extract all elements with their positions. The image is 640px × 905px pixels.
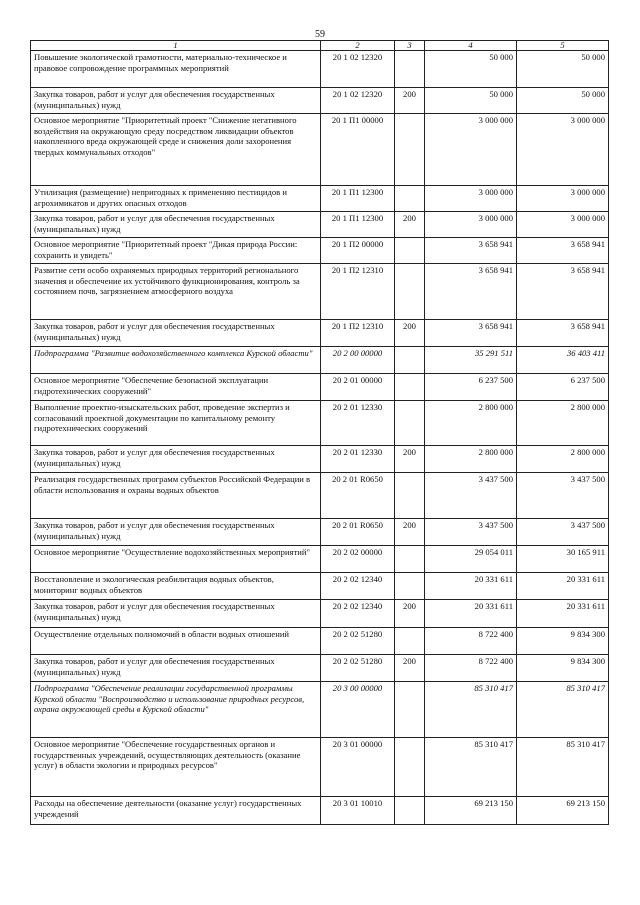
row-code: 20 3 01 00000 — [321, 738, 395, 797]
row-code: 20 2 02 00000 — [321, 546, 395, 573]
row-expense-type — [395, 797, 425, 825]
row-code: 20 2 01 12330 — [321, 446, 395, 473]
table-row — [31, 186, 609, 212]
row-amount-year2: 2 800 000 — [517, 446, 609, 473]
row-name: Закупка товаров, работ и услуг для обеспечения государственных (муниципальных) нужд — [31, 655, 321, 682]
column-number: 5 — [517, 41, 609, 51]
row-name: Развитие сети особо охраняемых природных территорий регионального значения и обеспечение их устойчивого функционирования, контроль за состоянием почв, загрязнением атмосферного воздуха — [31, 264, 321, 320]
row-code: 20 2 02 12340 — [321, 600, 395, 628]
table-row — [31, 401, 609, 446]
row-amount-year1: 50 000 — [425, 51, 517, 88]
row-name: Утилизация (размещение) непригодных к применению пестицидов и агрохимикатов и других опасных отходов — [31, 186, 321, 212]
row-name: Закупка товаров, работ и услуг для обеспечения государственных (муниципальных) нужд — [31, 519, 321, 546]
table-row — [31, 446, 609, 473]
row-expense-type — [395, 682, 425, 738]
table-row — [31, 88, 609, 114]
row-name: Основное мероприятие "Обеспечение государственных органов и государственных учреждений, осуществляющих деятельность (оказание услуг) в области экологии и природных ресурсов" — [31, 738, 321, 797]
row-name: Восстановление и экологическая реабилитация водных объектов, мониторинг водных объектов — [31, 573, 321, 600]
column-number: 2 — [321, 41, 395, 51]
row-amount-year2: 50 000 — [517, 88, 609, 114]
row-amount-year2: 3 000 000 — [517, 186, 609, 212]
table-row — [31, 51, 609, 88]
row-amount-year1: 2 800 000 — [425, 401, 517, 446]
row-amount-year1: 8 722 400 — [425, 628, 517, 655]
row-amount-year2: 85 310 417 — [517, 738, 609, 797]
row-expense-type — [395, 546, 425, 573]
row-amount-year2: 20 331 611 — [517, 573, 609, 600]
row-expense-type: 200 — [395, 320, 425, 347]
row-amount-year2: 50 000 — [517, 51, 609, 88]
row-expense-type — [395, 374, 425, 401]
row-expense-type — [395, 347, 425, 374]
table-row — [31, 238, 609, 264]
table-row — [31, 655, 609, 682]
row-amount-year2: 20 331 611 — [517, 600, 609, 628]
table-row — [31, 320, 609, 347]
column-number: 1 — [31, 41, 321, 51]
table-row — [31, 546, 609, 573]
row-expense-type — [395, 114, 425, 186]
row-name: Подпрограмма "Развитие водохозяйственного комплекса Курской области" — [31, 347, 321, 374]
table-row — [31, 600, 609, 628]
row-expense-type — [395, 473, 425, 519]
row-amount-year1: 69 213 150 — [425, 797, 517, 825]
row-code: 20 1 02 12320 — [321, 88, 395, 114]
column-number: 4 — [425, 41, 517, 51]
row-code: 20 1 02 12320 — [321, 51, 395, 88]
row-amount-year1: 20 331 611 — [425, 573, 517, 600]
row-name: Основное мероприятие "Осуществление водохозяйственных мероприятий" — [31, 546, 321, 573]
row-code: 20 1 П2 12310 — [321, 320, 395, 347]
row-code: 20 1 П2 12310 — [321, 264, 395, 320]
row-amount-year1: 3 000 000 — [425, 114, 517, 186]
row-name: Повышение экологической грамотности, материально-техническое и правовое сопровождение программных мероприятий — [31, 51, 321, 88]
row-amount-year1: 3 000 000 — [425, 212, 517, 238]
table-row — [31, 628, 609, 655]
row-amount-year2: 3 658 941 — [517, 238, 609, 264]
row-amount-year2: 9 834 300 — [517, 628, 609, 655]
row-amount-year1: 3 437 500 — [425, 473, 517, 519]
row-name: Основное мероприятие "Приоритетный проект "Дикая природа России: сохранить и увидеть" — [31, 238, 321, 264]
row-expense-type — [395, 186, 425, 212]
row-amount-year2: 3 000 000 — [517, 212, 609, 238]
row-amount-year1: 3 437 500 — [425, 519, 517, 546]
table-row — [31, 738, 609, 797]
row-expense-type — [395, 573, 425, 600]
budget-table — [30, 40, 609, 825]
row-amount-year2: 85 310 417 — [517, 682, 609, 738]
row-amount-year1: 29 054 011 — [425, 546, 517, 573]
row-name: Закупка товаров, работ и услуг для обеспечения государственных (муниципальных) нужд — [31, 600, 321, 628]
column-number: 3 — [395, 41, 425, 51]
row-amount-year2: 3 658 941 — [517, 320, 609, 347]
row-expense-type — [395, 51, 425, 88]
row-amount-year1: 50 000 — [425, 88, 517, 114]
table-row — [31, 114, 609, 186]
table-row — [31, 212, 609, 238]
table-row — [31, 264, 609, 320]
row-amount-year2: 3 437 500 — [517, 519, 609, 546]
row-amount-year1: 3 000 000 — [425, 186, 517, 212]
row-name: Реализация государственных программ субъектов Российской Федерации в области использования и охраны водных объектов — [31, 473, 321, 519]
row-expense-type: 200 — [395, 212, 425, 238]
row-amount-year2: 2 800 000 — [517, 401, 609, 446]
row-amount-year1: 20 331 611 — [425, 600, 517, 628]
row-amount-year2: 6 237 500 — [517, 374, 609, 401]
row-amount-year1: 3 658 941 — [425, 320, 517, 347]
row-expense-type: 200 — [395, 88, 425, 114]
row-code: 20 1 П1 12300 — [321, 212, 395, 238]
row-name: Закупка товаров, работ и услуг для обеспечения государственных (муниципальных) нужд — [31, 446, 321, 473]
row-code: 20 2 01 12330 — [321, 401, 395, 446]
row-amount-year1: 35 291 511 — [425, 347, 517, 374]
row-code: 20 2 01 R0650 — [321, 473, 395, 519]
row-code: 20 1 П1 12300 — [321, 186, 395, 212]
row-name: Закупка товаров, работ и услуг для обеспечения государственных (муниципальных) нужд — [31, 88, 321, 114]
row-expense-type: 200 — [395, 446, 425, 473]
row-code: 20 3 01 10010 — [321, 797, 395, 825]
row-code: 20 2 01 R0650 — [321, 519, 395, 546]
row-amount-year1: 3 658 941 — [425, 264, 517, 320]
row-code: 20 1 П2 00000 — [321, 238, 395, 264]
table-row — [31, 797, 609, 825]
row-name: Основное мероприятие "Приоритетный проект "Снижение негативного воздействия на окружающую среду посредством ликвидации объектов накопленного вреда окружающей среде и снижения доли захоронения твердых коммунальных отходов" — [31, 114, 321, 186]
table-row — [31, 573, 609, 600]
row-code: 20 2 00 00000 — [321, 347, 395, 374]
row-code: 20 2 01 00000 — [321, 374, 395, 401]
row-amount-year1: 8 722 400 — [425, 655, 517, 682]
row-expense-type — [395, 738, 425, 797]
row-name: Осуществление отдельных полномочий в области водных отношений — [31, 628, 321, 655]
row-expense-type — [395, 628, 425, 655]
table-row — [31, 347, 609, 374]
row-amount-year2: 3 658 941 — [517, 264, 609, 320]
page-number: 59 — [315, 29, 325, 40]
row-amount-year2: 69 213 150 — [517, 797, 609, 825]
table-row — [31, 682, 609, 738]
column-number-row — [31, 41, 609, 51]
row-code: 20 1 П1 00000 — [321, 114, 395, 186]
row-amount-year2: 3 000 000 — [517, 114, 609, 186]
row-amount-year1: 85 310 417 — [425, 682, 517, 738]
row-name: Подпрограмма "Обеспечение реализации государственной программы Курской области "Воспроизводство и использование природных ресурсов, охрана окружающей среды в Курской области" — [31, 682, 321, 738]
table-row — [31, 374, 609, 401]
row-expense-type: 200 — [395, 655, 425, 682]
row-name: Расходы на обеспечение деятельности (оказание услуг) государственных учреждений — [31, 797, 321, 825]
row-code: 20 2 02 12340 — [321, 573, 395, 600]
row-expense-type — [395, 238, 425, 264]
row-code: 20 2 02 51280 — [321, 628, 395, 655]
row-name: Закупка товаров, работ и услуг для обеспечения государственных (муниципальных) нужд — [31, 212, 321, 238]
row-expense-type — [395, 401, 425, 446]
row-expense-type: 200 — [395, 519, 425, 546]
row-amount-year1: 3 658 941 — [425, 238, 517, 264]
row-amount-year2: 9 834 300 — [517, 655, 609, 682]
row-name: Основное мероприятие "Обеспечение безопасной эксплуатации гидротехнических сооружений" — [31, 374, 321, 401]
row-amount-year2: 36 403 411 — [517, 347, 609, 374]
row-expense-type — [395, 264, 425, 320]
row-amount-year1: 85 310 417 — [425, 738, 517, 797]
row-expense-type: 200 — [395, 600, 425, 628]
row-name: Выполнение проектно-изыскательских работ, проведение экспертиз и согласований проектной документации по капитальному ремонту гидротехнических сооружений — [31, 401, 321, 446]
row-amount-year1: 6 237 500 — [425, 374, 517, 401]
row-code: 20 3 00 00000 — [321, 682, 395, 738]
table-row — [31, 473, 609, 519]
row-code: 20 2 02 51280 — [321, 655, 395, 682]
table-row — [31, 519, 609, 546]
row-name: Закупка товаров, работ и услуг для обеспечения государственных (муниципальных) нужд — [31, 320, 321, 347]
row-amount-year1: 2 800 000 — [425, 446, 517, 473]
row-amount-year2: 3 437 500 — [517, 473, 609, 519]
row-amount-year2: 30 165 911 — [517, 546, 609, 573]
